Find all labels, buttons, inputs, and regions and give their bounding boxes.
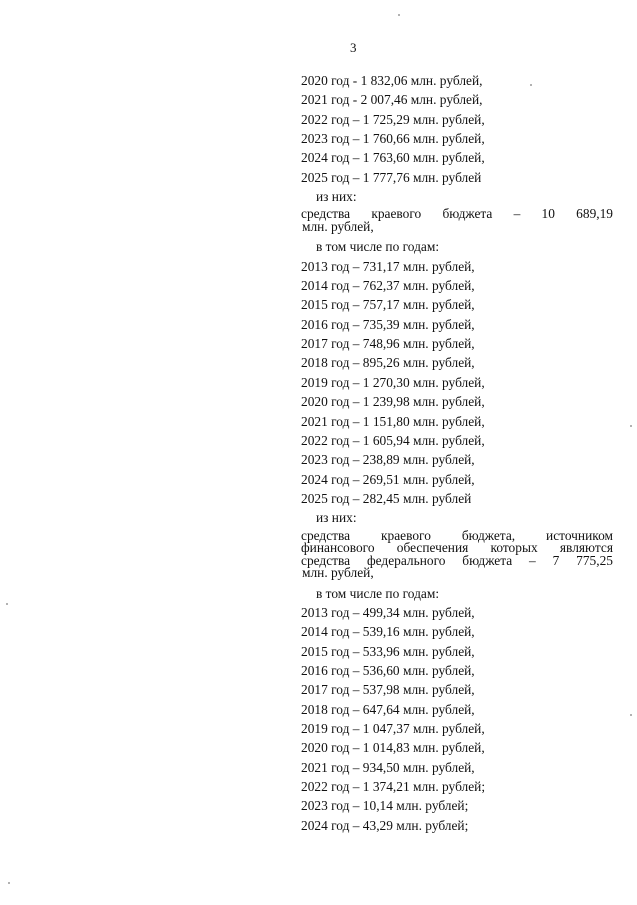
funding-list-regional (301, 257, 613, 508)
of-which-label: из них: (316, 189, 357, 205)
list-item: 2021 год – 1 151,80 млн. рублей, (301, 413, 485, 429)
list-item: 2024 год – 1 763,60 млн. рублей, (301, 150, 485, 166)
list-item: 2019 год – 1 270,30 млн. рублей, (301, 374, 485, 390)
list-item: 2014 год – 539,16 млн. рублей, (301, 624, 475, 640)
federal-source-paragraph (301, 527, 613, 581)
funding-list-federal (301, 603, 613, 835)
paragraph-line: средства федерального бюджета – 7 775,25 (301, 552, 613, 568)
paragraph-line: средства краевого бюджета – 10 689,19 (301, 206, 613, 222)
list-item: 2021 год - 2 007,46 млн. рублей, (301, 92, 483, 108)
list-item: 2021 год – 934,50 млн. рублей, (301, 759, 475, 775)
paragraph-line: средства краевого бюджета, источником (301, 527, 613, 543)
scan-speck (630, 425, 632, 427)
list-item: 2020 год – 1 239,98 млн. рублей, (301, 394, 485, 410)
by-years-label: в том числе по годам: (316, 585, 440, 601)
list-item: 2015 год – 757,17 млн. рублей, (301, 297, 475, 313)
scan-speck (530, 84, 532, 86)
paragraph-line: млн. рублей, (302, 565, 374, 581)
scan-speck (8, 882, 10, 884)
paragraph-line: млн. рублей, (302, 218, 374, 234)
regional-budget-paragraph (301, 208, 613, 233)
list-item: 2020 год – 1 014,83 млн. рублей, (301, 740, 485, 756)
page-number: 3 (350, 40, 357, 55)
list-item: 2025 год – 282,45 млн. рублей (301, 490, 472, 506)
list-item: 2015 год – 533,96 млн. рублей, (301, 643, 475, 659)
list-item: 2013 год – 499,34 млн. рублей, (301, 604, 475, 620)
of-which-label: из них: (316, 510, 357, 526)
scan-speck (6, 603, 8, 605)
list-item: 2022 год – 1 374,21 млн. рублей; (301, 779, 486, 794)
list-item: 2023 год – 1 760,66 млн. рублей, (301, 131, 485, 147)
list-item: 2017 год – 537,98 млн. рублей, (301, 682, 475, 698)
by-years-label: в том числе по годам: (316, 239, 440, 255)
paragraph-line: финансового обеспечения которых являются (301, 540, 613, 556)
list-item: 2013 год – 731,17 млн. рублей, (301, 258, 475, 274)
document-body (301, 71, 613, 835)
list-item: 2023 год – 10,14 млн. рублей; (301, 798, 469, 814)
list-item: 2022 год – 1 725,29 млн. рублей, (301, 111, 485, 127)
list-item: 2020 год - 1 832,06 млн. рублей, (301, 73, 483, 88)
list-item: 2016 год – 735,39 млн. рублей, (301, 316, 475, 332)
funding-list-total (301, 71, 613, 187)
scan-speck (630, 714, 632, 716)
list-item: 2018 год – 895,26 млн. рублей, (301, 355, 475, 371)
list-item: 2018 год – 647,64 млн. рублей, (301, 701, 475, 717)
list-item: 2023 год – 238,89 млн. рублей, (301, 452, 475, 468)
list-item: 2024 год – 269,51 млн. рублей, (301, 471, 475, 487)
list-item: 2017 год – 748,96 млн. рублей, (301, 336, 475, 352)
list-item: 2024 год – 43,29 млн. рублей; (301, 817, 469, 833)
list-item: 2016 год – 536,60 млн. рублей, (301, 662, 475, 678)
list-item: 2014 год – 762,37 млн. рублей, (301, 278, 475, 294)
list-item: 2022 год – 1 605,94 млн. рублей, (301, 432, 485, 448)
list-item: 2019 год – 1 047,37 млн. рублей, (301, 720, 485, 736)
list-item: 2025 год – 1 777,76 млн. рублей (301, 169, 482, 185)
scan-speck (398, 14, 400, 16)
